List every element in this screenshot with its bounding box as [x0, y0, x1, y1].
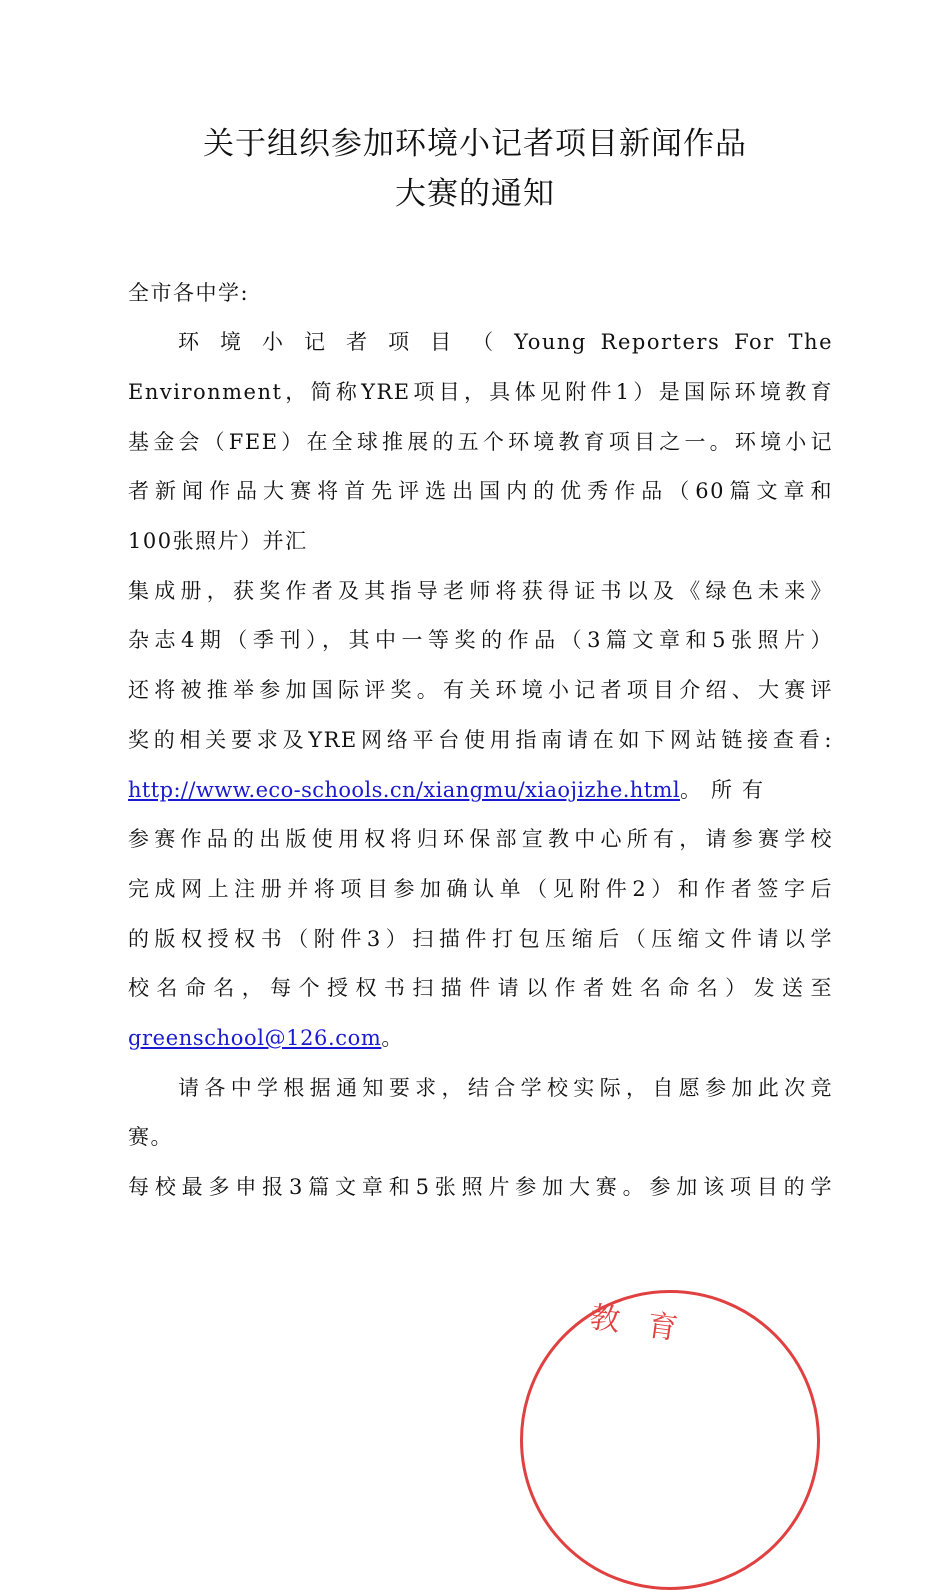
contact-email-link[interactable]: greenschool@126.com [128, 1026, 382, 1050]
body-line-5: 100张照片）并汇 [128, 529, 308, 553]
body-line-15 [128, 1023, 833, 1053]
body-line-1: 环 境 小 记 者 项 目 （ Young Reporters For The [178, 330, 833, 354]
body-line-3: 基金会（FEE）在全球推展的五个环境教育项目之一。环境小记 [128, 430, 833, 454]
notice-title-line-1: 关于组织参加环境小记者项目新闻作品 [203, 126, 747, 162]
salutation: 全市各中学: [128, 281, 250, 305]
body-line-2: Environment，简称YRE项目，具体见附件1）是国际环境教育 [128, 380, 833, 404]
paragraph-3-line-1: 每校最多申报3篇文章和5张照片参加大赛。参加该项目的学 [128, 1175, 833, 1199]
body-line-12: 完成网上注册并将项目参加确认单（见附件2）和作者签字后 [128, 877, 833, 901]
body-line-7: 杂志4期（季刊），其中一等奖的作品（3篇文章和5张照片） [128, 628, 833, 652]
official-seal-text: 教育 [587, 1300, 708, 1351]
body-line-8: 还将被推举参加国际评奖。有关环境小记者项目介绍、大赛评 [128, 678, 833, 702]
notice-title-line-2: 大赛的通知 [395, 176, 555, 212]
body-line-13: 的版权授权书（附件3）扫描件打包压缩后（压缩文件请以学 [128, 927, 833, 951]
paragraph-2-line-1: 请各中学根据通知要求，结合学校实际，自愿参加此次竞 [178, 1076, 833, 1100]
body-line-6: 集成册，获奖作者及其指导老师将获得证书以及《绿色未来》 [128, 579, 833, 603]
body-line-10 [128, 775, 833, 805]
body-line-15-suffix: 。 [381, 1026, 404, 1050]
body-line-10-suffix: 。所有 [679, 778, 773, 802]
body-line-11: 参赛作品的出版使用权将归环保部宣教中心所有，请参赛学校 [128, 827, 833, 851]
body-line-9: 奖的相关要求及YRE网络平台使用指南请在如下网站链接查看: [128, 728, 833, 752]
project-url-link[interactable]: http://www.eco-schools.cn/xiangmu/xiaojizhe.html [128, 778, 680, 802]
paragraph-2-line-2: 赛。 [128, 1125, 173, 1149]
body-line-4: 者新闻作品大赛将首先评选出国内的优秀作品（60篇文章和 [128, 479, 833, 503]
body-line-14: 校名命名，每个授权书扫描件请以作者姓名命名）发送至 [128, 976, 833, 1000]
